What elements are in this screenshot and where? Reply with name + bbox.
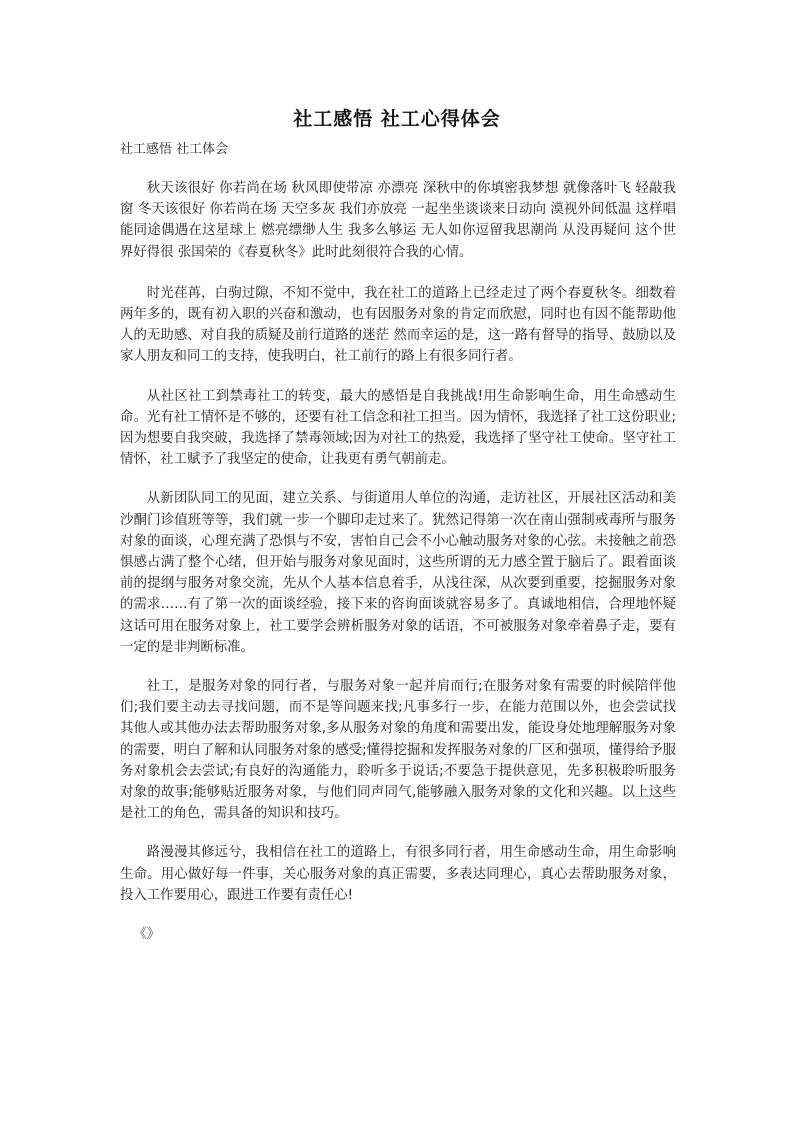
paragraph-self-challenge: 从社区社工到禁毒社工的转变，最大的感悟是自我挑战!用生命影响生命，用生命感动生命。光有社工情怀是不够的，还要有社工信念和社工担当。因为情怀，我选择了社工这份职业;因为想要自我突破，我选择了禁毒领域;因为对社工的热爱，我选择了坚守社工使命。坚守社工情怀，社工赋予了我坚定的使命，让我更有勇气朝前走。 bbox=[120, 388, 676, 468]
paragraph-social-worker-role: 社工，是服务对象的同行者，与服务对象一起并肩而行;在服务对象有需要的时候陪伴他们;我们要主动去寻找问题，而不是等问题来找;凡事多行一步，在能力范围以外，也会尝试找其他人或其他办法去帮助服务对象,多从服务对象的角度和需要出发，能设身处地理解服务对象的需要，明白了解和认同服务对象的感受;懂得挖掘和发挥服务对象的厂区和强项，懂得给予服务对象机会去尝试;有良好的沟通能力，聆听多于说话;不要急于提供意见，先多积极聆听服务对象的故事;能够贴近服务对象，与他们同声同气,能够融入服务对象的文化和兴趣。以上这些是社工的角色，需具备的知识和技巧。 bbox=[120, 679, 676, 822]
ending-brackets: 《》 bbox=[133, 927, 161, 943]
paragraph-lyrics: 秋天该很好 你若尚在场 秋风即使带凉 亦漂亮 深秋中的你填密我梦想 就像落叶飞 轻敲我窗 冬天该很好 你若尚在场 天空多灰 我们亦放亮 一起坐坐谈谈来日动向 漠视外间低温 这样唱 能同途偶遇在这星球上 燃亮缥缈人生 我多么够运 无人如你逗留我思潮尚 从没再疑问 这个世界好得很 张国荣的《春夏秋冬》此时此刻很符合我的心情。 bbox=[120, 181, 676, 260]
document-body bbox=[120, 178, 676, 945]
page-subtitle: 社工感悟 社工体会 bbox=[120, 142, 229, 157]
paragraph-two-years: 时光荏苒，白驹过隙，不知不觉中，我在社工的道路上已经走过了两个春夏秋冬。细数着两年多的，既有初入职的兴奋和激动，也有因服务对象的肯定而欣慰，同时也有因不能帮助他人的无助感、对自我的质疑及前行道路的迷茫 然而幸运的是，这一路有督导的指导、鼓励以及家人朋友和同工的支持，使我明白，社工前行的路上有很多同行者。 bbox=[120, 285, 676, 365]
paragraph-conclusion: 路漫漫其修远兮，我相信在社工的道路上，有很多同行者，用生命感动生命，用生命影响生命。用心做好每一件事，关心服务对象的真正需要，多表达同理心，真心去帮助服务对象，投入工作要用心，跟进工作要有责任心! bbox=[120, 845, 676, 903]
page-title: 社工感悟 社工心得体会 bbox=[293, 108, 501, 130]
paragraph-first-interview: 从新团队同工的见面，建立关系、与街道用人单位的沟通，走访社区，开展社区活动和美沙酮门诊值班等等，我们就一步一个脚印走过来了。犹然记得第一次在南山强制戒毒所与服务对象的面谈，心理充满了恐惧与不安，害怕自己会不小心触动服务对象的心弦。未接触之前恐惧感占满了整个心绪，但开始与服务对象见面时，这些所谓的无力感全置于脑后了。跟着面谈前的提纲与服务对象交流，先从个人基本信息着手，从浅往深，从次要到重要，挖掘服务对象的需求……有了第一次的面谈经验，接下来的咨询面谈就容易多了。真诚地相信，合理地怀疑 这话可用在服务对象上，社工要学会辨析服务对象的话语，不可被服务对象牵着鼻子走，要有一定的是非判断标准。 bbox=[120, 491, 676, 655]
